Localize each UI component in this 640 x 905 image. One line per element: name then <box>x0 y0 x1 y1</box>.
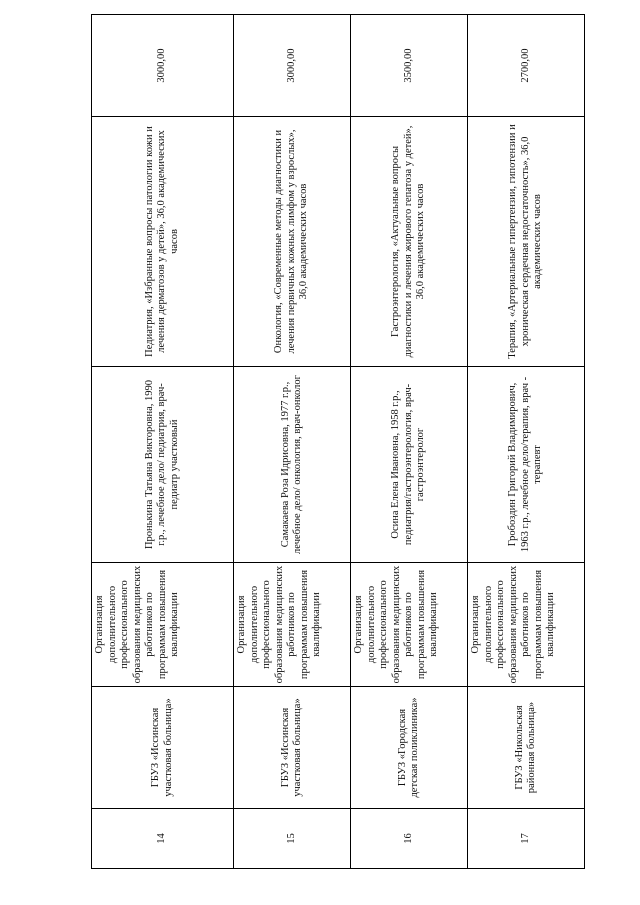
price-cell: 2700,00 <box>468 15 585 117</box>
organization-cell: ГБУЗ «Городская детская поликлиника» <box>351 687 468 809</box>
purpose-cell <box>234 563 351 687</box>
course-cell: Онкология, «Современные методы диагностики и лечения первичных кожных лимфом у взрослых», 36,0 академических часов <box>234 117 351 367</box>
organization-cell: ГБУЗ «Иссинская участковая больница» <box>92 687 234 809</box>
table-row <box>234 15 351 869</box>
purpose-text: Организация дополнительного профессионального образования медицинских работников по программам повышения квалификации <box>353 565 439 684</box>
organization-cell: ГБУЗ «Иссинская участковая больница» <box>234 687 351 809</box>
row-number: 14 <box>92 809 234 869</box>
person-cell: Гробоздин Григорий Владимирович, 1963 г.р., лечебное дело/терапия, врач - терапевт <box>468 367 585 563</box>
purpose-cell <box>92 563 234 687</box>
training-table <box>91 14 585 869</box>
table-row <box>468 15 585 869</box>
person-cell: Самакаева Роза Идрисовна, 1977 г.р., лечебное дело/ онкология, врач-онколог <box>234 367 351 563</box>
person-cell: Осина Елена Ивановна, 1958 г.р., педиатрия/гастроэнтерология, врач-гастроэнтеролог <box>351 367 468 563</box>
purpose-cell <box>351 563 468 687</box>
purpose-cell <box>468 563 585 687</box>
purpose-text: Организация дополнительного профессионального образования медицинских работников по программам повышения квалификации <box>94 565 180 684</box>
row-number: 15 <box>234 809 351 869</box>
course-cell: Гастроэнтерология, «Актуальные вопросы диагностики и лечения жирового гепатоза у детей», 36,0 академических часов <box>351 117 468 367</box>
rotated-page <box>91 15 585 869</box>
table-row <box>92 15 234 869</box>
purpose-text: Организация дополнительного профессионального образования медицинских работников по программам повышения квалификации <box>470 565 556 684</box>
price-cell: 3000,00 <box>234 15 351 117</box>
price-cell: 3500,00 <box>351 15 468 117</box>
person-cell: Пронькина Татьяна Викторовна, 1990 г.р., лечебное дело/ педиатрия, врач-педиатр участковый <box>92 367 234 563</box>
price-cell: 3000,00 <box>92 15 234 117</box>
purpose-text: Организация дополнительного профессионального образования медицинских работников по программам повышения квалификации <box>236 565 322 684</box>
organization-cell: ГБУЗ «Никольская районная больница» <box>468 687 585 809</box>
course-cell: Терапия, «Артериальные гипертензии, гипотензии и хроническая сердечная недостаточность», 36,0 академических часов <box>468 117 585 367</box>
row-number: 17 <box>468 809 585 869</box>
course-cell: Педиатрия, «Избранные вопросы патологии кожи и лечения дерматозов у детей», 36,0 академических часов <box>92 117 234 367</box>
table-row <box>351 15 468 869</box>
row-number: 16 <box>351 809 468 869</box>
